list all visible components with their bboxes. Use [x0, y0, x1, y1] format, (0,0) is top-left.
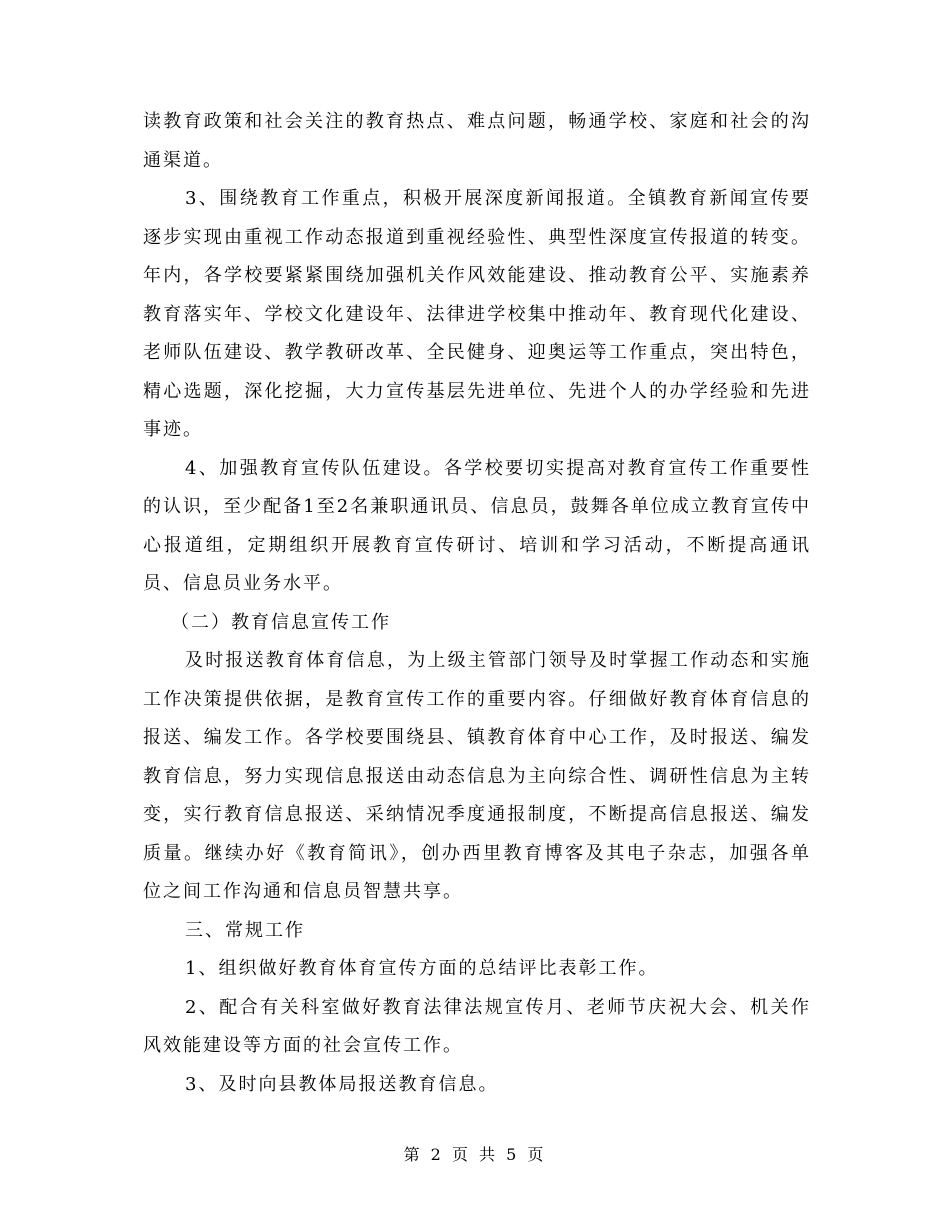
- paragraph-item-3: 3、围绕教育工作重点，积极开展深度新闻报道。全镇教育新闻宣传要逐步实现由重视工作动态报道到重视经验性、典型性深度宣传报道的转变。年内，各学校要紧紧围绕加强机关作风效能建设、推动教育公平、实施素养教育落实年、学校文化建设年、法律进学校集中推动年、教育现代化建设、老师队伍建设、教学教研改革、全民健身、迎奥运等工作重点，突出特色，精心选题，深化挖掘，大力宣传基层先进单位、先进个人的办学经验和先进事迹。: [143, 188, 811, 440]
- document-body: [143, 103, 811, 1104]
- paragraph-routine-1: 1、组织做好教育体育宣传方面的总结评比表彰工作。: [185, 958, 659, 979]
- page-number-label: 第 2 页 共 5 页: [403, 1145, 547, 1164]
- paragraph-item-4: 4、加强教育宣传队伍建设。各学校要切实提高对教育宣传工作重要性的认识，至少配备1至2名兼职通讯员、信息员，鼓舞各单位成立教育宣传中心报道组，定期组织开展教育宣传研讨、培训和学习活动，不断提高通讯员、信息员业务水平。: [143, 457, 811, 594]
- paragraph-routine-2: 2、配合有关科室做好教育法律法规宣传月、老师节庆祝大会、机关作风效能建设等方面的社会宣传工作。: [143, 996, 811, 1056]
- paragraph-continuation: 读教育政策和社会关注的教育热点、难点问题，畅通学校、家庭和社会的沟通渠道。: [143, 111, 811, 171]
- section-heading-info-work: （二）教育信息宣传工作: [171, 611, 391, 633]
- page-footer: [0, 1142, 950, 1165]
- paragraph-info-work: 及时报送教育体育信息，为上级主管部门领导及时掌握工作动态和实施工作决策提供依据，是教育宣传工作的重要内容。仔细做好教育体育信息的报送、编发工作。各学校要围绕县、镇教育体育中心工作，及时报送、编发教育信息，努力实现信息报送由动态信息为主向综合性、调研性信息为主转变，实行教育信息报送、采纳情况季度通报制度，不断提高信息报送、编发质量。继续办好《教育简讯》，创办西里教育博客及其电子杂志，加强各单位之间工作沟通和信息员智慧共享。: [143, 650, 811, 902]
- section-heading-routine-work: 三、常规工作: [185, 919, 305, 941]
- paragraph-routine-3: 3、及时向县教体局报送教育信息。: [185, 1073, 499, 1095]
